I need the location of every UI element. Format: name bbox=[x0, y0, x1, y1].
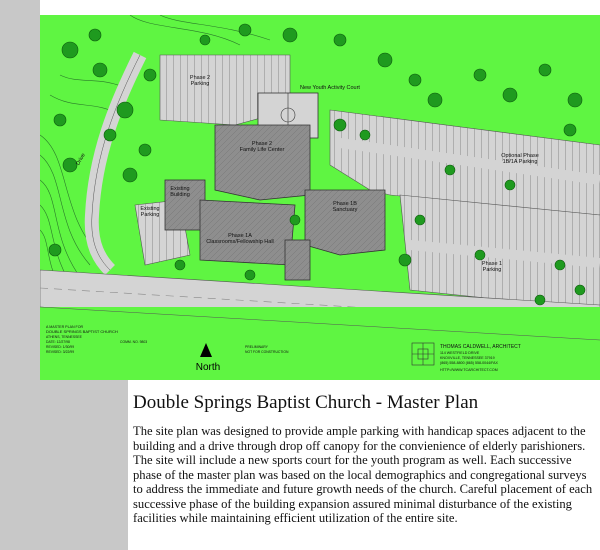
svg-text:REVISED: 1/30/99: REVISED: 1/30/99 bbox=[46, 345, 75, 349]
label-existing-parking: Existing Parking bbox=[140, 206, 160, 218]
left-gray-strip bbox=[0, 0, 40, 550]
label-phase1b: Phase 1B Sanctuary bbox=[332, 201, 358, 213]
label-phase2-parking: Phase 2 Parking bbox=[189, 75, 211, 87]
label-drive: Drive bbox=[75, 152, 87, 167]
caption-title: Double Springs Baptist Church - Master Plan bbox=[133, 392, 479, 413]
label-existing-building: Existing Building bbox=[170, 186, 190, 198]
family-life-center-roof bbox=[215, 125, 310, 200]
sanctuary-roof bbox=[305, 190, 385, 255]
label-youth-court: New Youth Activity Court bbox=[300, 85, 360, 91]
svg-text:KNOXVILLE, TENNESSEE 37919: KNOXVILLE, TENNESSEE 37919 bbox=[440, 356, 495, 360]
label-optional-phase: Optional Phase 1B/1A Parking bbox=[501, 153, 539, 165]
svg-text:NOT FOR CONSTRUCTION: NOT FOR CONSTRUCTION bbox=[245, 350, 289, 354]
svg-text:114 WESTFIELD DRIVE: 114 WESTFIELD DRIVE bbox=[440, 351, 480, 355]
north-label: North bbox=[195, 362, 221, 373]
caption-body: The site plan was designed to provide ample parking with handicap spaces adjacent to the building and a drive through drop off canopy for the convienience of elderly parishioners. The site will include a new sports court for the youth program as well. Each successive phase of the master plan was based on the local demographics and congregational surveys to address the immediate and future growth needs of the church. Careful placement of each successive phase of the building expansion assured minimal disturbance of the existing facilities while maintaining efficient utilization of the entire site. bbox=[133, 424, 593, 525]
svg-text:THOMAS CALDWELL, ARCHITECT: THOMAS CALDWELL, ARCHITECT bbox=[440, 344, 521, 350]
svg-text:ATHENS, TENNESSEE: ATHENS, TENNESSEE bbox=[46, 335, 82, 339]
label-phase1-parking: Phase 1 Parking bbox=[481, 261, 503, 273]
label-phase1a: Phase 1A Classrooms/Fellowship Hall bbox=[206, 233, 274, 245]
drop-off-canopy bbox=[285, 240, 310, 280]
svg-text:(865) 558-8800 (865) 558-0044: (865) 558-8800 (865) 558-0044/FAX bbox=[440, 361, 498, 365]
svg-text:REVISED: 3/22/99: REVISED: 3/22/99 bbox=[46, 350, 75, 354]
lower-gray-panel bbox=[40, 380, 128, 550]
svg-text:A MASTER PLAN FOR: A MASTER PLAN FOR bbox=[46, 325, 84, 329]
label-family-life: Phase 2 Family Life Center bbox=[239, 141, 285, 153]
svg-text:DOUBLE SPRINGS BAPTIST CHURCH: DOUBLE SPRINGS BAPTIST CHURCH bbox=[46, 329, 118, 334]
svg-text:COMM. NO. 9803: COMM. NO. 9803 bbox=[120, 340, 148, 344]
site-plan-drawing bbox=[40, 15, 600, 380]
svg-text:HTTP://WWW.TCARCHITECT.COM: HTTP://WWW.TCARCHITECT.COM bbox=[440, 368, 498, 372]
svg-text:PRELIMINARY: PRELIMINARY bbox=[245, 345, 268, 349]
svg-text:DATE: 12/27/98: DATE: 12/27/98 bbox=[46, 340, 70, 344]
caption-block bbox=[133, 392, 593, 526]
